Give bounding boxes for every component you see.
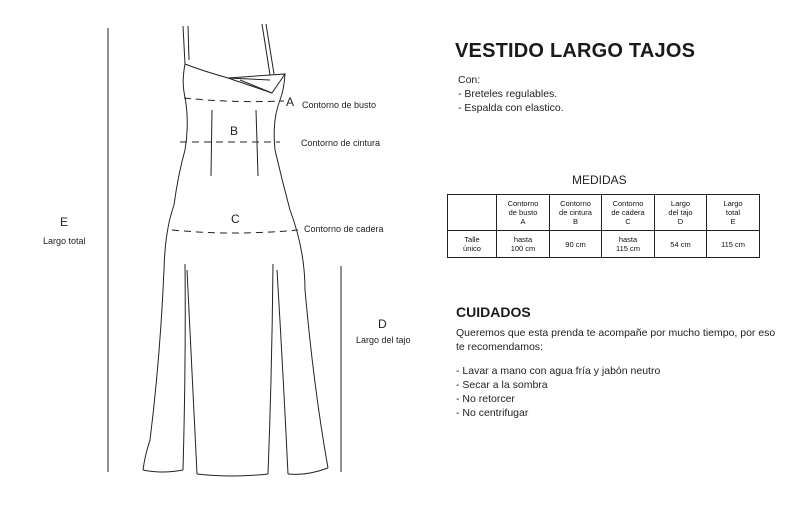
list-item: - Secar a la sombra bbox=[456, 379, 548, 391]
feature-line: Con: bbox=[458, 74, 481, 86]
measurements-title: MEDIDAS bbox=[572, 173, 627, 187]
header-cell-bust: Contorno de busto A bbox=[497, 195, 550, 231]
left-strap-inner bbox=[188, 26, 189, 60]
letter-d: D bbox=[378, 317, 387, 331]
bust-ruffle bbox=[228, 74, 285, 93]
front-right-slit bbox=[277, 270, 288, 474]
header-cell-hip: Contorno de cadera C bbox=[602, 195, 655, 231]
value-cell-bust: hasta 100 cm bbox=[497, 231, 550, 258]
front-left-slit bbox=[183, 264, 185, 470]
bust-line bbox=[184, 98, 284, 102]
list-item: - No centrifugar bbox=[456, 407, 529, 419]
hem-right bbox=[288, 468, 328, 474]
front-left-panel bbox=[187, 270, 197, 474]
value-cell-total: 115 cm bbox=[707, 231, 760, 258]
label-total-length: Largo total bbox=[43, 236, 86, 246]
hem-center bbox=[197, 474, 268, 476]
table-row bbox=[448, 231, 760, 258]
hem-left bbox=[143, 470, 183, 472]
letter-b: B bbox=[230, 124, 239, 138]
left-strap bbox=[183, 26, 185, 64]
feature-line: - Espalda con elastico. bbox=[458, 102, 564, 114]
front-right-panel bbox=[268, 264, 273, 474]
value-cell-slit: 54 cm bbox=[655, 231, 707, 258]
dress-left-outline bbox=[143, 64, 187, 470]
right-strap bbox=[262, 24, 270, 75]
list-item: - Lavar a mano con agua fría y jabón neutro bbox=[456, 365, 661, 377]
value-cell-waist: 90 cm bbox=[550, 231, 602, 258]
ruffle-fold bbox=[240, 80, 272, 93]
product-title: VESTIDO LARGO TAJOS bbox=[455, 40, 696, 62]
hip-line bbox=[172, 230, 298, 233]
table-header-row bbox=[448, 195, 760, 231]
dress-right-outline bbox=[274, 74, 328, 468]
letter-e: E bbox=[60, 215, 69, 229]
table-corner-cell bbox=[448, 195, 497, 231]
header-cell-slit: Largo del tajo D bbox=[655, 195, 707, 231]
list-item: - No retorcer bbox=[456, 393, 515, 405]
size-cell: Talle único bbox=[448, 231, 497, 258]
product-features bbox=[458, 73, 564, 115]
letter-c: C bbox=[231, 212, 240, 226]
feature-line: - Breteles regulables. bbox=[458, 88, 558, 100]
care-intro: Queremos que esta prenda te acompañe por mucho tiempo, por eso te recomendamos: bbox=[456, 327, 776, 353]
value-cell-hip: hasta 115 cm bbox=[602, 231, 655, 258]
care-list bbox=[456, 364, 660, 420]
care-title: CUIDADOS bbox=[456, 304, 531, 320]
label-slit-length: Largo del tajo bbox=[356, 335, 411, 345]
dart-right bbox=[256, 110, 258, 176]
label-bust: Contorno de busto bbox=[302, 100, 377, 110]
dart-left bbox=[211, 110, 212, 176]
measurements-table bbox=[447, 194, 760, 258]
neckline bbox=[185, 64, 270, 80]
label-hip: Contorno de cadera bbox=[304, 224, 384, 234]
right-strap-inner bbox=[266, 24, 274, 74]
header-cell-waist: Contorno de cintura B bbox=[550, 195, 602, 231]
header-cell-total: Largo total E bbox=[707, 195, 760, 231]
letter-a: A bbox=[286, 95, 295, 109]
label-waist: Contorno de cintura bbox=[301, 138, 381, 148]
